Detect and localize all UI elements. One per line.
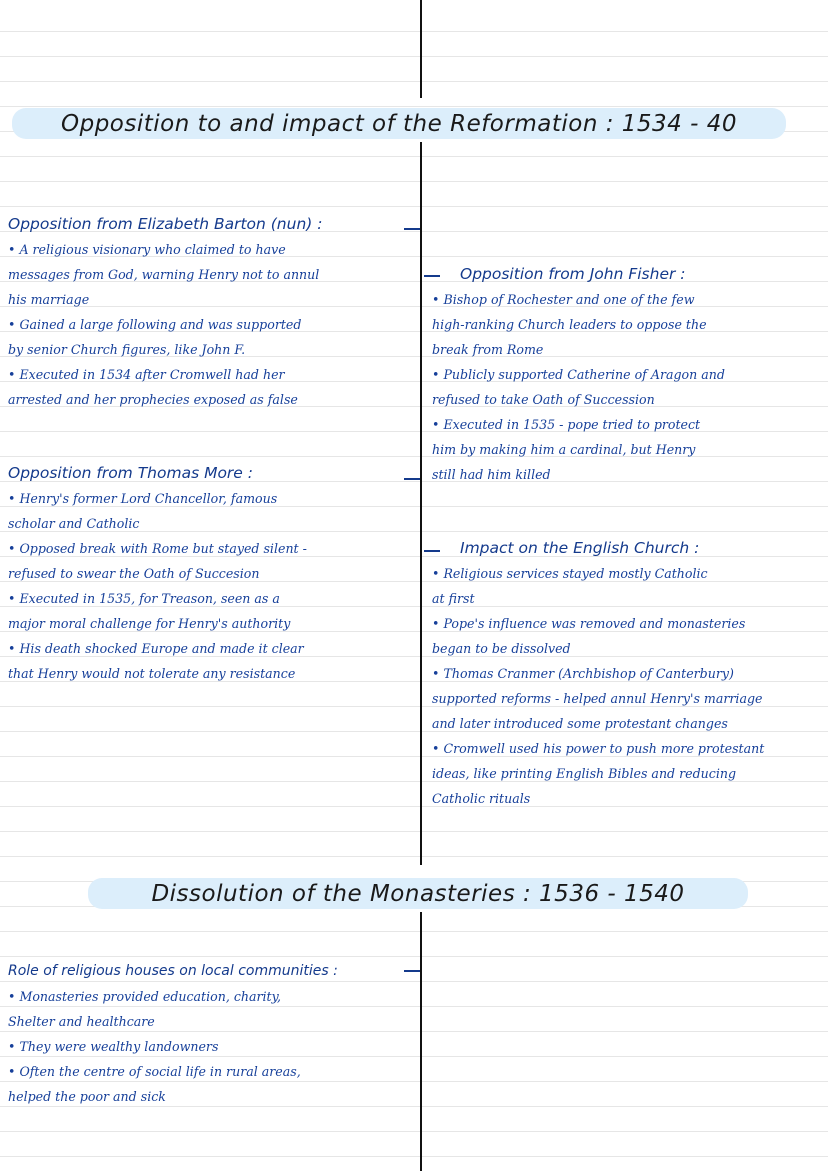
- heading-tick: [404, 478, 420, 480]
- section-more: [8, 461, 307, 686]
- note-line: by senior Church figures, like John F.: [8, 342, 246, 357]
- note-line: supported reforms - helped annul Henry's marriage: [432, 691, 763, 706]
- note-line: scholar and Catholic: [8, 516, 140, 531]
- note-line: messages from God, warning Henry not to annul: [8, 267, 320, 282]
- note-line: • Pope's influence was removed and monasteries: [432, 611, 764, 636]
- note-line: • Gained a large following and was supported: [8, 312, 322, 337]
- heading-tick: [404, 228, 420, 230]
- note-line: helped the poor and sick: [8, 1089, 166, 1104]
- section-heading: Role of religious houses on local communities :: [8, 963, 338, 979]
- heading-tick: [404, 970, 420, 972]
- note-line: • Executed in 1535 - pope tried to protect: [432, 412, 725, 437]
- note-line: • Bishop of Rochester and one of the few: [432, 287, 725, 312]
- note-line: • Thomas Cranmer (Archbishop of Canterbury): [432, 661, 764, 686]
- note-line: that Henry would not tolerate any resistance: [8, 666, 296, 681]
- note-line: • Monasteries provided education, charity,: [8, 984, 338, 1009]
- note-line: major moral challenge for Henry's authority: [8, 616, 291, 631]
- section-barton: [8, 212, 322, 412]
- center-divider-top: [420, 0, 422, 98]
- dissolution-title-banner: [88, 878, 748, 909]
- section-heading: Opposition from Thomas More :: [8, 464, 253, 482]
- section-heading: Impact on the English Church :: [460, 539, 700, 557]
- note-line: refused to swear the Oath of Succesion: [8, 566, 260, 581]
- note-line: • They were wealthy landowners: [8, 1034, 338, 1059]
- note-line: and later introduced some protestant changes: [432, 716, 728, 731]
- dissolution-title: Dissolution of the Monasteries : 1536 - 1540: [151, 880, 685, 907]
- section-heading: Opposition from John Fisher :: [460, 265, 686, 283]
- section-religious-houses: [8, 959, 338, 1109]
- note-line: break from Rome: [432, 342, 544, 357]
- note-line: him by making him a cardinal, but Henry: [432, 442, 696, 457]
- note-line: ideas, like printing English Bibles and reducing: [432, 766, 737, 781]
- note-line: Shelter and healthcare: [8, 1014, 155, 1029]
- note-line: arrested and her prophecies exposed as false: [8, 392, 298, 407]
- note-line: • His death shocked Europe and made it clear: [8, 636, 307, 661]
- note-line: • Opposed break with Rome but stayed silent -: [8, 536, 307, 561]
- note-line: • Religious services stayed mostly Catholic: [432, 561, 764, 586]
- section-impact: [432, 536, 764, 811]
- note-line: high-ranking Church leaders to oppose the: [432, 317, 707, 332]
- center-divider-middle: [420, 142, 422, 865]
- section-fisher: [432, 262, 725, 487]
- section-heading: Opposition from Elizabeth Barton (nun) :: [8, 215, 323, 233]
- note-line: began to be dissolved: [432, 641, 571, 656]
- note-line: still had him killed: [432, 467, 551, 482]
- note-line: • Henry's former Lord Chancellor, famous: [8, 486, 307, 511]
- note-line: • Executed in 1534 after Cromwell had her: [8, 362, 322, 387]
- center-divider-bottom: [420, 912, 422, 1171]
- note-line: • Often the centre of social life in rural areas,: [8, 1059, 338, 1084]
- note-line: • Executed in 1535, for Treason, seen as a: [8, 586, 307, 611]
- reformation-title-banner: [12, 108, 786, 139]
- note-line: • Cromwell used his power to push more protestant: [432, 736, 764, 761]
- note-line: Catholic rituals: [432, 791, 531, 806]
- note-line: his marriage: [8, 292, 90, 307]
- note-line: • A religious visionary who claimed to have: [8, 237, 322, 262]
- note-line: refused to take Oath of Succession: [432, 392, 655, 407]
- note-line: at first: [432, 591, 475, 606]
- note-line: • Publicly supported Catherine of Aragon and: [432, 362, 725, 387]
- reformation-title: Opposition to and impact of the Reformation : 1534 - 40: [60, 110, 737, 137]
